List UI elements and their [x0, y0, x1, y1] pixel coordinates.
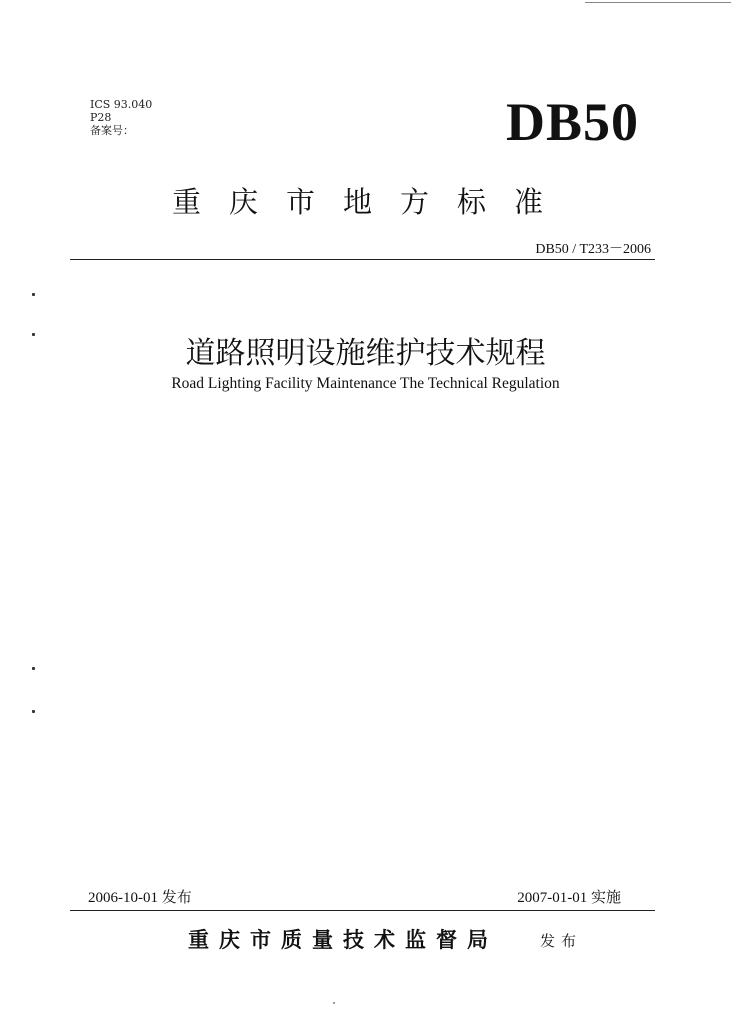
footer-divider — [70, 910, 655, 911]
ics-code: ICS 93.040 — [90, 98, 153, 111]
document-title-chinese: 道路照明设施维护技术规程 — [185, 336, 546, 371]
record-number-label: 备案号： — [90, 124, 134, 137]
scan-mark — [32, 667, 35, 670]
document-title-english: Road Lighting Facility Maintenance The Technical Regulation — [171, 375, 560, 392]
standard-code: DB50 / T233－2006 — [535, 242, 651, 257]
top-edge-line — [585, 2, 731, 3]
publish-date: 2006-10-01 发布 — [88, 890, 192, 906]
scan-mark — [333, 1002, 335, 1004]
standard-category-title: 重庆市地方标准 — [171, 185, 571, 219]
scan-mark — [32, 293, 35, 296]
ccs-code: P28 — [90, 111, 112, 124]
scan-mark — [32, 710, 35, 713]
issue-label: 发布 — [540, 932, 583, 950]
header-divider — [70, 259, 655, 260]
classification-block — [90, 98, 152, 137]
issuing-authority: 重庆市质量技术监督局 — [188, 928, 498, 952]
effective-date: 2007-01-01 实施 — [517, 890, 621, 906]
db-code-large: DB50 — [505, 92, 639, 152]
